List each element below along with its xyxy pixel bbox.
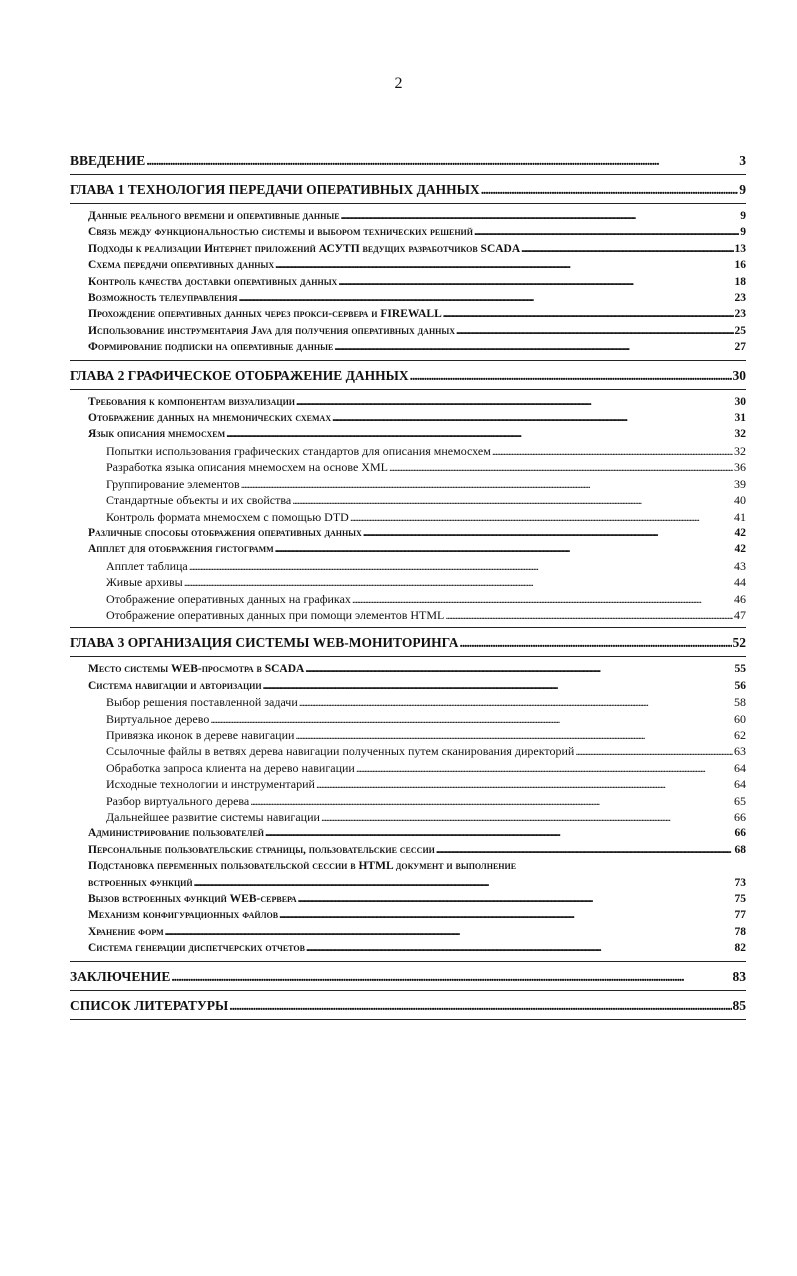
page-number: 2 xyxy=(394,75,403,92)
toc-title: ВВЕДЕНИЕ xyxy=(70,153,146,168)
toc-entry[interactable]: Подходы к реализации Интернет приложений АСУТП ведущих разработчиков SCADA . . . 13 xyxy=(70,241,746,257)
toc-entry-introduction[interactable] xyxy=(70,146,746,174)
toc-entry[interactable]: Механизм конфигурационных файлов . . . 77 xyxy=(70,907,746,923)
toc-entry[interactable]: Попытки использования графических стандартов для описания мнемосхем . . . 32 xyxy=(70,443,746,459)
toc-page: 3 xyxy=(739,153,746,168)
toc-entry-chapter-2[interactable] xyxy=(70,361,746,389)
toc-entry[interactable]: Место системы WEB-просмотра в SCADA . . . 55 xyxy=(70,661,746,677)
toc-title: ЗАКЛЮЧЕНИЕ xyxy=(70,968,171,984)
toc-title: СПИСОК ЛИТЕРАТУРЫ xyxy=(70,997,229,1013)
toc-entry[interactable]: Различные способы отображения оперативных данных . . . 42 xyxy=(70,525,746,541)
toc-page: 9 xyxy=(739,182,746,197)
toc-page: 30 xyxy=(732,367,746,383)
toc-entry-references[interactable] xyxy=(70,991,746,1019)
toc-entry[interactable]: Отображение оперативных данных на графиках . . . 46 xyxy=(70,591,746,607)
toc-entry[interactable]: Прохождение оперативных данных через прокси-сервера и FIREWALL . . . 23 xyxy=(70,306,746,322)
toc-entry[interactable]: Отображение данных на мнемонических схемах . . . 31 xyxy=(70,410,746,426)
toc-entry[interactable]: Контроль качества доставки оперативных данных . . . 18 xyxy=(70,274,746,290)
toc-entry[interactable]: встроенных функций . . . 73 xyxy=(70,875,746,891)
toc-entry[interactable]: Данные реального времени и оперативные данные . . . 9 xyxy=(70,208,746,224)
toc-title: ГЛАВА 1 ТЕХНОЛОГИЯ ПЕРЕДАЧИ ОПЕРАТИВНЫХ ДАННЫХ xyxy=(70,182,480,197)
toc-entry[interactable]: Выбор решения поставленной задачи . . . 58 xyxy=(70,694,746,710)
toc-entry[interactable]: Апплет таблица . . . 43 xyxy=(70,558,746,574)
toc-entry[interactable]: Система навигации и авторизации . . . 56 xyxy=(70,678,746,694)
toc-entry[interactable]: Отображение оперативных данных при помощи элементов HTML . . . 47 xyxy=(70,607,746,623)
toc-entry[interactable]: Использование инструментария Java для получения оперативных данных . . . 25 xyxy=(70,323,746,339)
toc-page: 83 xyxy=(732,968,746,984)
toc-entry[interactable]: Разработка языка описания мнемосхем на основе XML . . . 36 xyxy=(70,459,746,475)
toc-entry[interactable]: Персональные пользовательские страницы, пользовательские сессии . . . 68 xyxy=(70,842,746,858)
toc-title: ГЛАВА 3 ОРГАНИЗАЦИЯ СИСТЕМЫ WEB-МОНИТОРИНГА xyxy=(70,635,459,651)
toc-page: 52 xyxy=(732,635,746,651)
toc-title: ГЛАВА 2 ГРАФИЧЕСКОЕ ОТОБРАЖЕНИЕ ДАННЫХ xyxy=(70,367,409,383)
toc-entry[interactable]: Схема передачи оперативных данных . . . 16 xyxy=(70,257,746,273)
toc-entry[interactable]: Контроль формата мнемосхем с помощью DTD . . . 41 xyxy=(70,509,746,525)
toc-entry-line-1[interactable]: Подстановка переменных пользовательской сессии в HTML документ и выполнение xyxy=(88,860,517,873)
toc-entry[interactable]: Возможность телеуправления . . . 23 xyxy=(70,290,746,306)
divider xyxy=(70,1019,746,1020)
toc-entry[interactable]: Администрирование пользователей . . . 66 xyxy=(70,825,746,841)
toc-entry[interactable]: Формирование подписки на оперативные данные . . . 27 xyxy=(70,339,746,355)
toc-entry[interactable]: Связь между функциональностью системы и выбором технических решений . . . 9 xyxy=(70,224,746,240)
toc-entry[interactable]: Язык описания мнемосхем . . . 32 xyxy=(70,426,746,442)
toc-page: 85 xyxy=(732,997,746,1013)
toc-group-chapter-2 xyxy=(70,390,746,628)
toc-entry[interactable]: Группирование элементов . . . 39 xyxy=(70,476,746,492)
toc-entry[interactable]: Привязка иконок в дереве навигации . . . 62 xyxy=(70,727,746,743)
toc-entry[interactable]: Разбор виртуального дерева . . . 65 xyxy=(70,793,746,809)
toc-group-chapter-1 xyxy=(70,204,746,360)
table-of-contents xyxy=(70,142,746,1020)
toc-entry[interactable]: Виртуальное дерево . . . 60 xyxy=(70,711,746,727)
toc-group-chapter-3 xyxy=(70,657,746,960)
toc-entry[interactable]: Исходные технологии и инструментарий . . . 64 xyxy=(70,776,746,792)
toc-entry[interactable]: Дальнейшее развитие системы навигации . . . 66 xyxy=(70,809,746,825)
toc-entry-chapter-3[interactable] xyxy=(70,628,746,656)
toc-entry[interactable]: Стандартные объекты и их свойства . . . 40 xyxy=(70,492,746,508)
toc-entry-conclusion[interactable] xyxy=(70,962,746,990)
toc-entry[interactable]: Система генерации диспетчерских отчетов . . . 82 xyxy=(70,940,746,956)
toc-entry-chapter-1[interactable] xyxy=(70,175,746,203)
toc-entry[interactable]: Обработка запроса клиента на дерево навигации . . . 64 xyxy=(70,760,746,776)
toc-entry[interactable]: Вызов встроенных функций WEB-сервера . . . 75 xyxy=(70,891,746,907)
toc-entry[interactable]: Ссылочные файлы в ветвях дерева навигации полученных путем сканирования директорий . . . 63 xyxy=(70,743,746,759)
toc-entry[interactable]: Хранение форм . . . 78 xyxy=(70,924,746,940)
toc-entry[interactable]: Апплет для отображения гистограмм . . . 42 xyxy=(70,541,746,557)
toc-entry[interactable]: Требования к компонентам визуализации . . . 30 xyxy=(70,394,746,410)
toc-entry[interactable]: Живые архивы . . . 44 xyxy=(70,574,746,590)
